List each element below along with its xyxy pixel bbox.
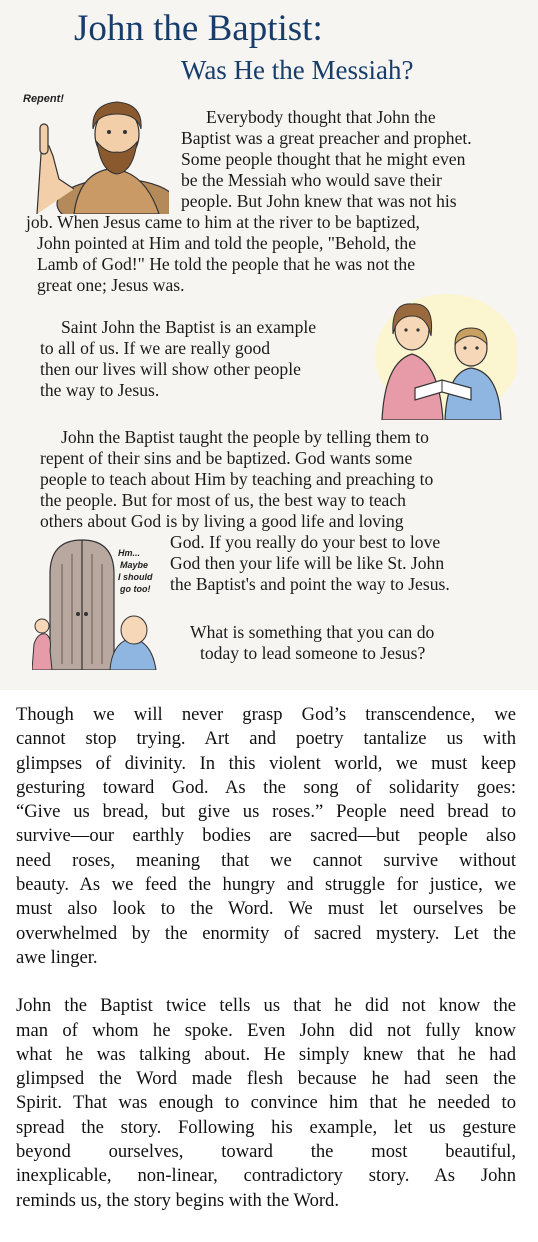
reflection-paragraph-1: Though we will never grasp God’s transcendence, we cannot stop trying. Art and poetry tantalize us with glimpses of divinity. In this violent world, we must keep gesturing toward God. As the song of solidarity goes: “Give us bread, but give us roses.” People need bread to survive—our earthly bodies are sacred—but people also need roses, meaning that we cannot survive without beauty. As we feed the hungry and struggle for justice, we must also look to the Word. We must let ourselves be overwhelmed by the enormity of sacred mystery. Let the awe linger. (16, 704, 516, 968)
worksheet-paragraph-1: Everybody thought that John the Baptist was a great preacher and prophet. Some people thought that he might even be the Messiah who would save their people. But John knew that was not his job. When Jesus came to him at the river to be baptized, John pointed at Him and told the people, "Behold, the Lamb of God!" He told the people that he was not the great one; Jesus was. (26, 107, 472, 295)
door-speech-2: Maybe (120, 560, 149, 570)
worksheet-question: What is something that you can do today to lead someone to Jesus? (190, 622, 435, 663)
reflection-paragraph-2: John the Baptist twice tells us that he did not know the man of whom he spoke. Even John did not fully know what he was talking about. He simply knew that he had glimpsed the Word made flesh because he had seen the Spirit. That was enough to convince him that he needed to spread the story. Following his example, let us gesture beyond ourselves, toward the most beautiful, inexplicable, non-linear, contradictory story. As John reminds us, the story begins with the Word. (16, 995, 516, 1211)
worksheet-paragraph-2: Saint John the Baptist is an example to all of us. If we are really good then our lives will show other people the way to Jesus. (40, 317, 317, 400)
door-speech-4: go too! (120, 584, 151, 594)
door-speech-1: Hm... (118, 548, 141, 558)
worksheet-paragraph-3: John the Baptist taught the people by telling them to repent of their sins and be baptized. God wants some people to teach about Him by teaching and preaching to the people. But for most of us, the best way to teach others about God is by living a good life and loving God. If you really do your best to love God then your life will be like St. John the Baptist's and point the way to Jesus. (40, 427, 450, 594)
children-reading-illustration (367, 292, 517, 420)
worksheet-title: John the Baptist: (74, 8, 323, 49)
worksheet-subtitle: Was He the Messiah? (181, 55, 414, 85)
door-speech-3: I should (118, 572, 153, 582)
repent-speech: Repent! (23, 93, 64, 105)
reflection-text (16, 703, 516, 1213)
